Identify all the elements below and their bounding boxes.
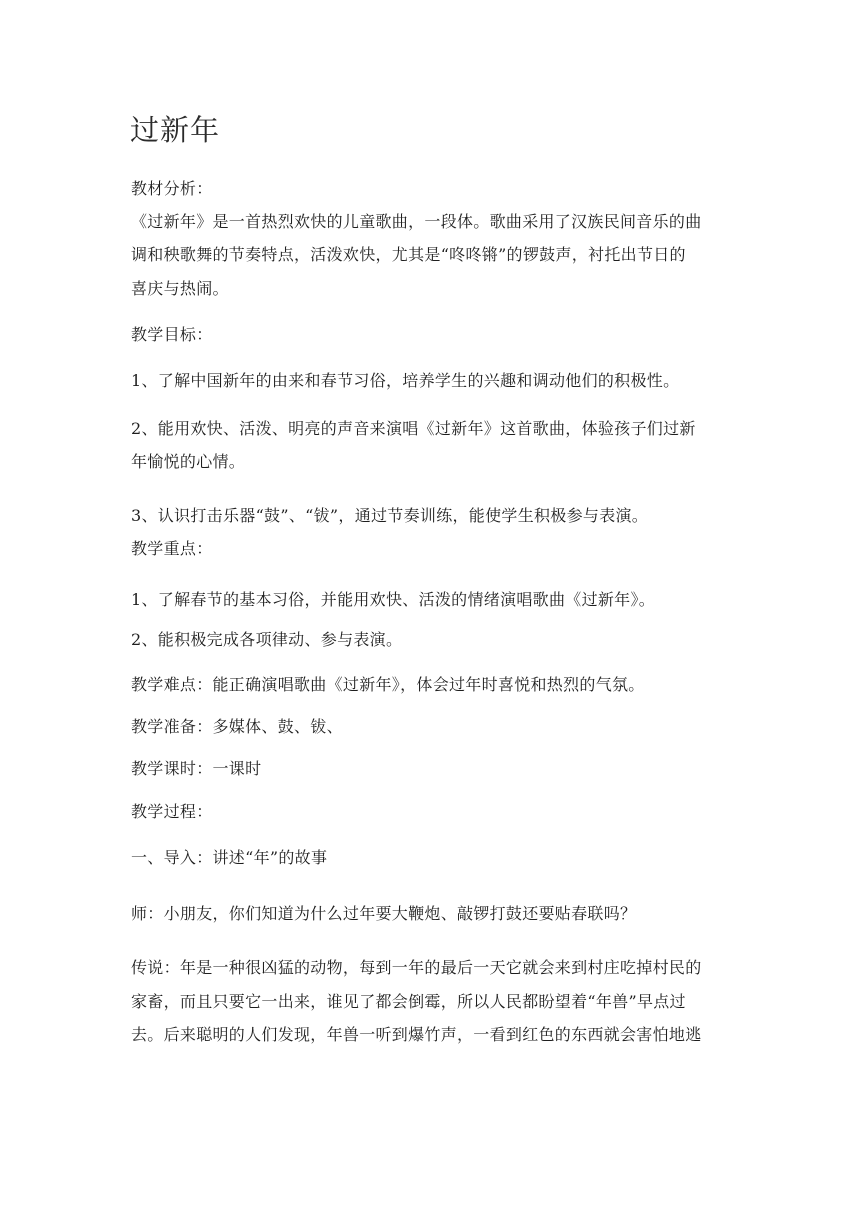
list-item-continuation: 年愉悦的心情。 [131, 452, 246, 471]
document-title: 过新年 [130, 113, 221, 147]
list-item: 1、了解春节的基本习俗，并能用欢快、活泼的情绪演唱歌曲《过新年》。 [131, 590, 656, 609]
paragraph-line: 家畜，而且只要它一出来，谁见了都会倒霉，所以人民都盼望着“年兽”早点过 [131, 992, 686, 1011]
teacher-question: 师：小朋友，你们知道为什么过年要大鞭炮、敲锣打鼓还要贴春联吗？ [131, 904, 637, 923]
section-heading-teaching-goals: 教学目标： [131, 325, 213, 344]
section-heading-material-analysis: 教材分析： [131, 179, 213, 198]
list-item: 1、了解中国新年的由来和春节习俗，培养学生的兴趣和调动他们的积极性。 [131, 371, 680, 390]
section-heading-process: 教学过程： [131, 802, 213, 821]
section-heading-key-points: 教学重点： [131, 539, 213, 558]
paragraph-line: 去。后来聪明的人们发现，年兽一听到爆竹声，一看到红色的东西就会害怕地逃 [131, 1025, 702, 1044]
paragraph-line: 《过新年》是一首热烈欢快的儿童歌曲，一段体。歌曲采用了汉族民间音乐的曲 [131, 212, 702, 231]
section-preparation: 教学准备：多媒体、鼓、钹、 [131, 717, 343, 736]
paragraph-line: 喜庆与热闹。 [131, 279, 229, 298]
list-item: 2、能用欢快、活泼、明亮的声音来演唱《过新年》这首歌曲，体验孩子们过新 [131, 419, 696, 438]
list-item: 3、认识打击乐器“鼓”、“钹”，通过节奏训练，能使学生积极参与表演。 [131, 506, 649, 525]
section-class-hours: 教学课时：一课时 [131, 759, 262, 778]
step-heading-intro: 一、导入：讲述“年”的故事 [131, 848, 328, 867]
list-item: 2、能积极完成各项律动、参与表演。 [131, 630, 403, 649]
section-difficulty: 教学难点：能正确演唱歌曲《过新年》，体会过年时喜悦和热烈的气氛。 [131, 675, 645, 694]
paragraph-line: 传说：年是一种很凶猛的动物，每到一年的最后一天它就会来到村庄吃掉村民的 [131, 958, 702, 977]
paragraph-line: 调和秧歌舞的节奏特点，活泼欢快，尤其是“咚咚锵”的锣鼓声，衬托出节日的 [131, 245, 686, 264]
